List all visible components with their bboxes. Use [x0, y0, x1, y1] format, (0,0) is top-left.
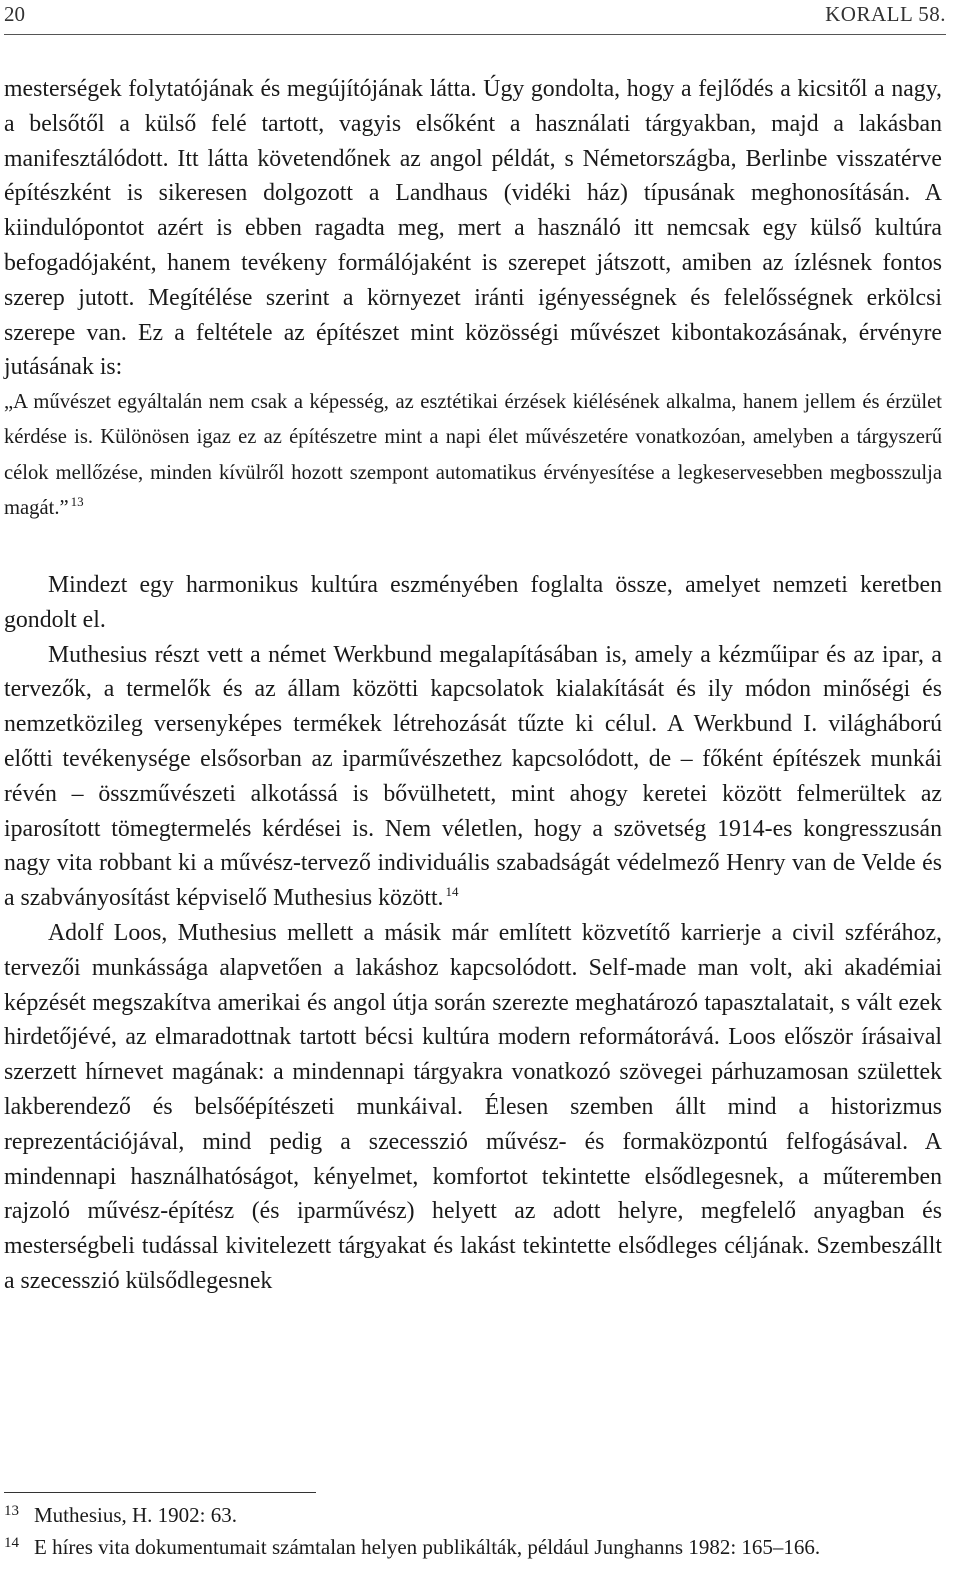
footnote-number: 14: [4, 1535, 19, 1551]
footnote-ref-13: 13: [70, 493, 84, 509]
footnote-text: E híres vita dokumentumait számtalan helyen publikálták, például Junghanns 1982: 165–166.: [34, 1535, 821, 1559]
footnote-text: Muthesius, H. 1902: 63.: [34, 1503, 238, 1527]
running-header: [4, 0, 946, 35]
paragraph-3: [4, 638, 942, 916]
footnote-13: [4, 1499, 942, 1531]
main-text: [4, 72, 942, 1299]
block-quote: [4, 385, 942, 526]
paragraph-3-text: Muthesius részt vett a német Werkbund megalapításában is, amely a kézműipar és az ipar, a tervezők, a termelők és az állam közötti kapcsolatok kialakítását és ily módon minőségi és nemzetközileg versenyképes termékek létrehozását tűzte ki célul. A Werkbund I. világháború előtti tevékenysége elsősorban az iparművészethez kapcsolódott, de – főként építészek munkái révén – összművészeti alkotássá is bővülhetett, mint ahogy keretei között felmerültek az iparosított tömegtermelés kérdései is. Nem véletlen, hogy a szövetség 1914-es kongresszusán nagy vita robbant ki a művész-tervező individuális szabadságát védelmező Henry van de Velde és a szabványosítást képviselő Muthesius között.: [4, 641, 942, 912]
footnote-number: 13: [4, 1503, 19, 1519]
footnotes: [4, 1492, 942, 1563]
page-number: 20: [4, 2, 25, 26]
paragraph-2: Mindezt egy harmonikus kultúra eszményében foglalta össze, amelyet nemzeti keretben gondolt el.: [4, 571, 942, 633]
paragraph-1: mesterségek folytatójának és megújítójának látta. Úgy gondolta, hogy a fejlődés a kicsitől a nagy, a belsőtől a külső felé tartott, vagyis elsőként a használati tárgyakban, majd a lakásban manifesztálódott. Itt látta követendőnek az angol példát, s Németországba, Berlinbe visszatérve építészként is sikeresen dolgozott a Landhaus (vidéki ház) típusának meghonosításán. A kiindulópontot azért is ebben ragadta meg, mert a használó itt nemcsak egy külső kultúra befogadójaként, hanem tevékeny formálójaként is szerepet játszott, amiben az ízlésnek fontos szerep jutott. Megítélése szerint a környezet iránti igényességnek és felelősségnek erkölcsi szerepe van. Ez a feltétele az építészet mint közösségi művészet kibontakozásának, érvényre jutásának is:: [4, 76, 942, 381]
footnote-ref-14: 14: [445, 884, 459, 900]
quote-text: „A művészet egyáltalán nem csak a képesség, az esztétikai érzések kiélésének alkalma, hanem jellem és érzület kérdése is. Különösen igaz ez az építészetre mint a napi élet művészetére vonatkozóan, amelyben a tárgyszerű célok mellőzése, minden kívülről hozott szempont automatikus érvényesítése a legkeservesebben megbosszulja magát.”: [4, 391, 942, 519]
paragraph-4: Adolf Loos, Muthesius mellett a másik már említett közvetítő karrierje a civil szférához, tervezői munkássága alapvetően a lakáshoz kapcsolódott. Self-made man volt, aki akadémiai képzését megszakítva amerikai és angol útja során szerezte meghatározó tapasztalatait, s vált ezek hirdetőjévé, az elmaradottnak tartott bécsi kultúra modern reformátorává. Loos először írásaival szerzett hírnevet magának: a mindennapi tárgyakra vonatkozó szövegei párhuzamosan születtek lakberendező és belsőépítészeti munkáival. Élesen szemben állt mind a historizmus reprezentációjával, mind pedig a szecesszió művész- és formaközpontú felfogásával. A mindennapi használhatóságot, kényelmet, komfortot tekintette elsődlegesnek, a műteremben rajzoló művész-építész (és iparművész) helyett az adott helyre, megfelelő anyagban és mesterségbeli tudással kivitelezett tárgyakat és lakást tekintette elsődleges céljának. Szembeszállt a szecesszió külsődlegesnek: [4, 919, 942, 1294]
footnote-divider: [4, 1492, 316, 1493]
journal-title: KORALL 58.: [825, 2, 946, 26]
footnote-14: [4, 1531, 942, 1563]
